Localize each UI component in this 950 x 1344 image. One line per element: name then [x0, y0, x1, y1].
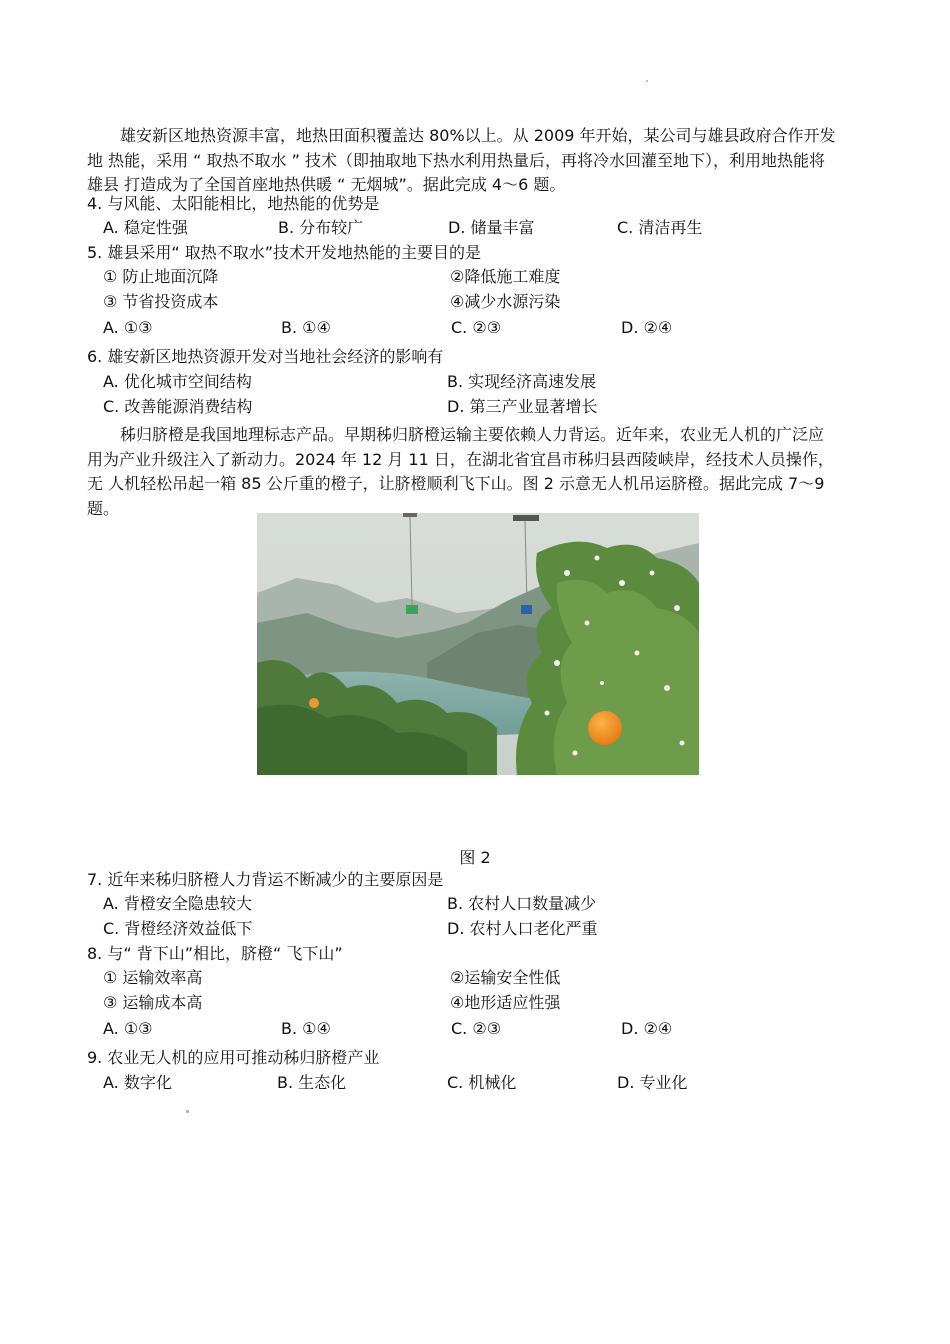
passage-line: 地 热能，采用 “ 取热不取水 ” 技术（即抽取地下热水利用热量后，再将冷水回灌至地下），利用地热能将	[87, 150, 826, 170]
q6-option-c: C. 改善能源消费结构	[103, 397, 253, 416]
passage-line: 雄县 打造成为了全国首座地热供暖 “ 无烟城”。据此完成 4～6 题。	[87, 175, 566, 194]
passage-geothermal	[87, 124, 867, 198]
q7-option-c: C. 背橙经济效益低下	[103, 919, 253, 938]
q5-option-d: D. ②④	[621, 318, 673, 337]
q6-option-d: D. 第三产业显著增长	[447, 397, 598, 416]
passage-line: 无 人机轻松吊起一箱 85 公斤重的橙子，让脐橙顺利飞下山。图 2 示意无人机吊运脐橙。据此完成 7～9	[87, 474, 825, 493]
q9-option-a: A. 数字化	[103, 1073, 172, 1092]
q4-option-a: A. 稳定性强	[103, 218, 188, 237]
q5-statement-1: ① 防止地面沉降	[103, 267, 219, 286]
q5-statement-3: ③ 节省投资成本	[103, 292, 219, 311]
drone-orange-transport-image	[257, 513, 699, 775]
question-8-stem: 8. 与“ 背下山”相比，脐橙“ 飞下山”	[87, 944, 343, 963]
q4-option-d: C. 清洁再生	[617, 218, 703, 237]
passage-line: 雄安新区地热资源丰富，地热田面积覆盖达 80%以上。从 2009 年开始，某公司与雄县政府合作开发	[120, 126, 836, 145]
q8-option-d: D. ②④	[621, 1019, 673, 1038]
q8-statement-1: ① 运输效率高	[103, 968, 203, 987]
passage-line: 用为产业升级注入了新动力。2024 年 12 月 11 日，在湖北省宜昌市秭归县西陵峡岸，经技术人员操作，	[87, 449, 834, 469]
q7-option-b: B. 农村人口数量减少	[447, 894, 597, 913]
q5-statement-2: ②降低施工难度	[450, 267, 561, 286]
q4-option-b: B. 分布较广	[278, 218, 364, 237]
q4-option-c: D. 储量丰富	[448, 218, 535, 237]
q9-option-b: B. 生态化	[277, 1073, 347, 1092]
scan-speck	[186, 1110, 189, 1113]
q5-option-b: B. ①④	[281, 318, 331, 337]
q8-option-c: C. ②③	[451, 1019, 502, 1038]
scan-speck	[646, 80, 648, 82]
figure-2-caption: 图 2	[459, 848, 491, 867]
question-9-stem: 9. 农业无人机的应用可推动秭归脐橙产业	[87, 1048, 380, 1067]
q8-statement-4: ④地形适应性强	[450, 993, 561, 1012]
question-6-stem: 6. 雄安新区地热资源开发对当地社会经济的影响有	[87, 347, 444, 366]
question-5-stem: 5. 雄县采用“ 取热不取水”技术开发地热能的主要目的是	[87, 243, 482, 262]
passage-navel-orange	[87, 423, 867, 521]
question-4-stem: 4. 与风能、太阳能相比，地热能的优势是	[87, 194, 380, 213]
q6-option-a: A. 优化城市空间结构	[103, 372, 252, 391]
q9-option-c: C. 机械化	[447, 1073, 517, 1092]
q6-option-b: B. 实现经济高速发展	[447, 372, 597, 391]
question-7-stem: 7. 近年来秭归脐橙人力背运不断减少的主要原因是	[87, 870, 444, 889]
q7-option-d: D. 农村人口老化严重	[447, 919, 598, 938]
q8-option-b: B. ①④	[281, 1019, 331, 1038]
q5-statement-4: ④减少水源污染	[450, 292, 561, 311]
figure-2-photo	[257, 513, 699, 775]
q8-option-a: A. ①③	[103, 1019, 153, 1038]
q8-statement-2: ②运输安全性低	[450, 968, 561, 987]
navel-orange	[588, 711, 622, 745]
passage-line: 题。	[87, 498, 120, 518]
q8-statement-3: ③ 运输成本高	[103, 993, 203, 1012]
q5-option-c: C. ②③	[451, 318, 502, 337]
q9-option-d: D. 专业化	[617, 1073, 688, 1092]
q7-option-a: A. 背橙安全隐患较大	[103, 894, 252, 913]
passage-line: 秭归脐橙是我国地理标志产品。早期秭归脐橙运输主要依赖人力背运。近年来，农业无人机的广泛应	[120, 425, 825, 444]
q5-option-a: A. ①③	[103, 318, 153, 337]
